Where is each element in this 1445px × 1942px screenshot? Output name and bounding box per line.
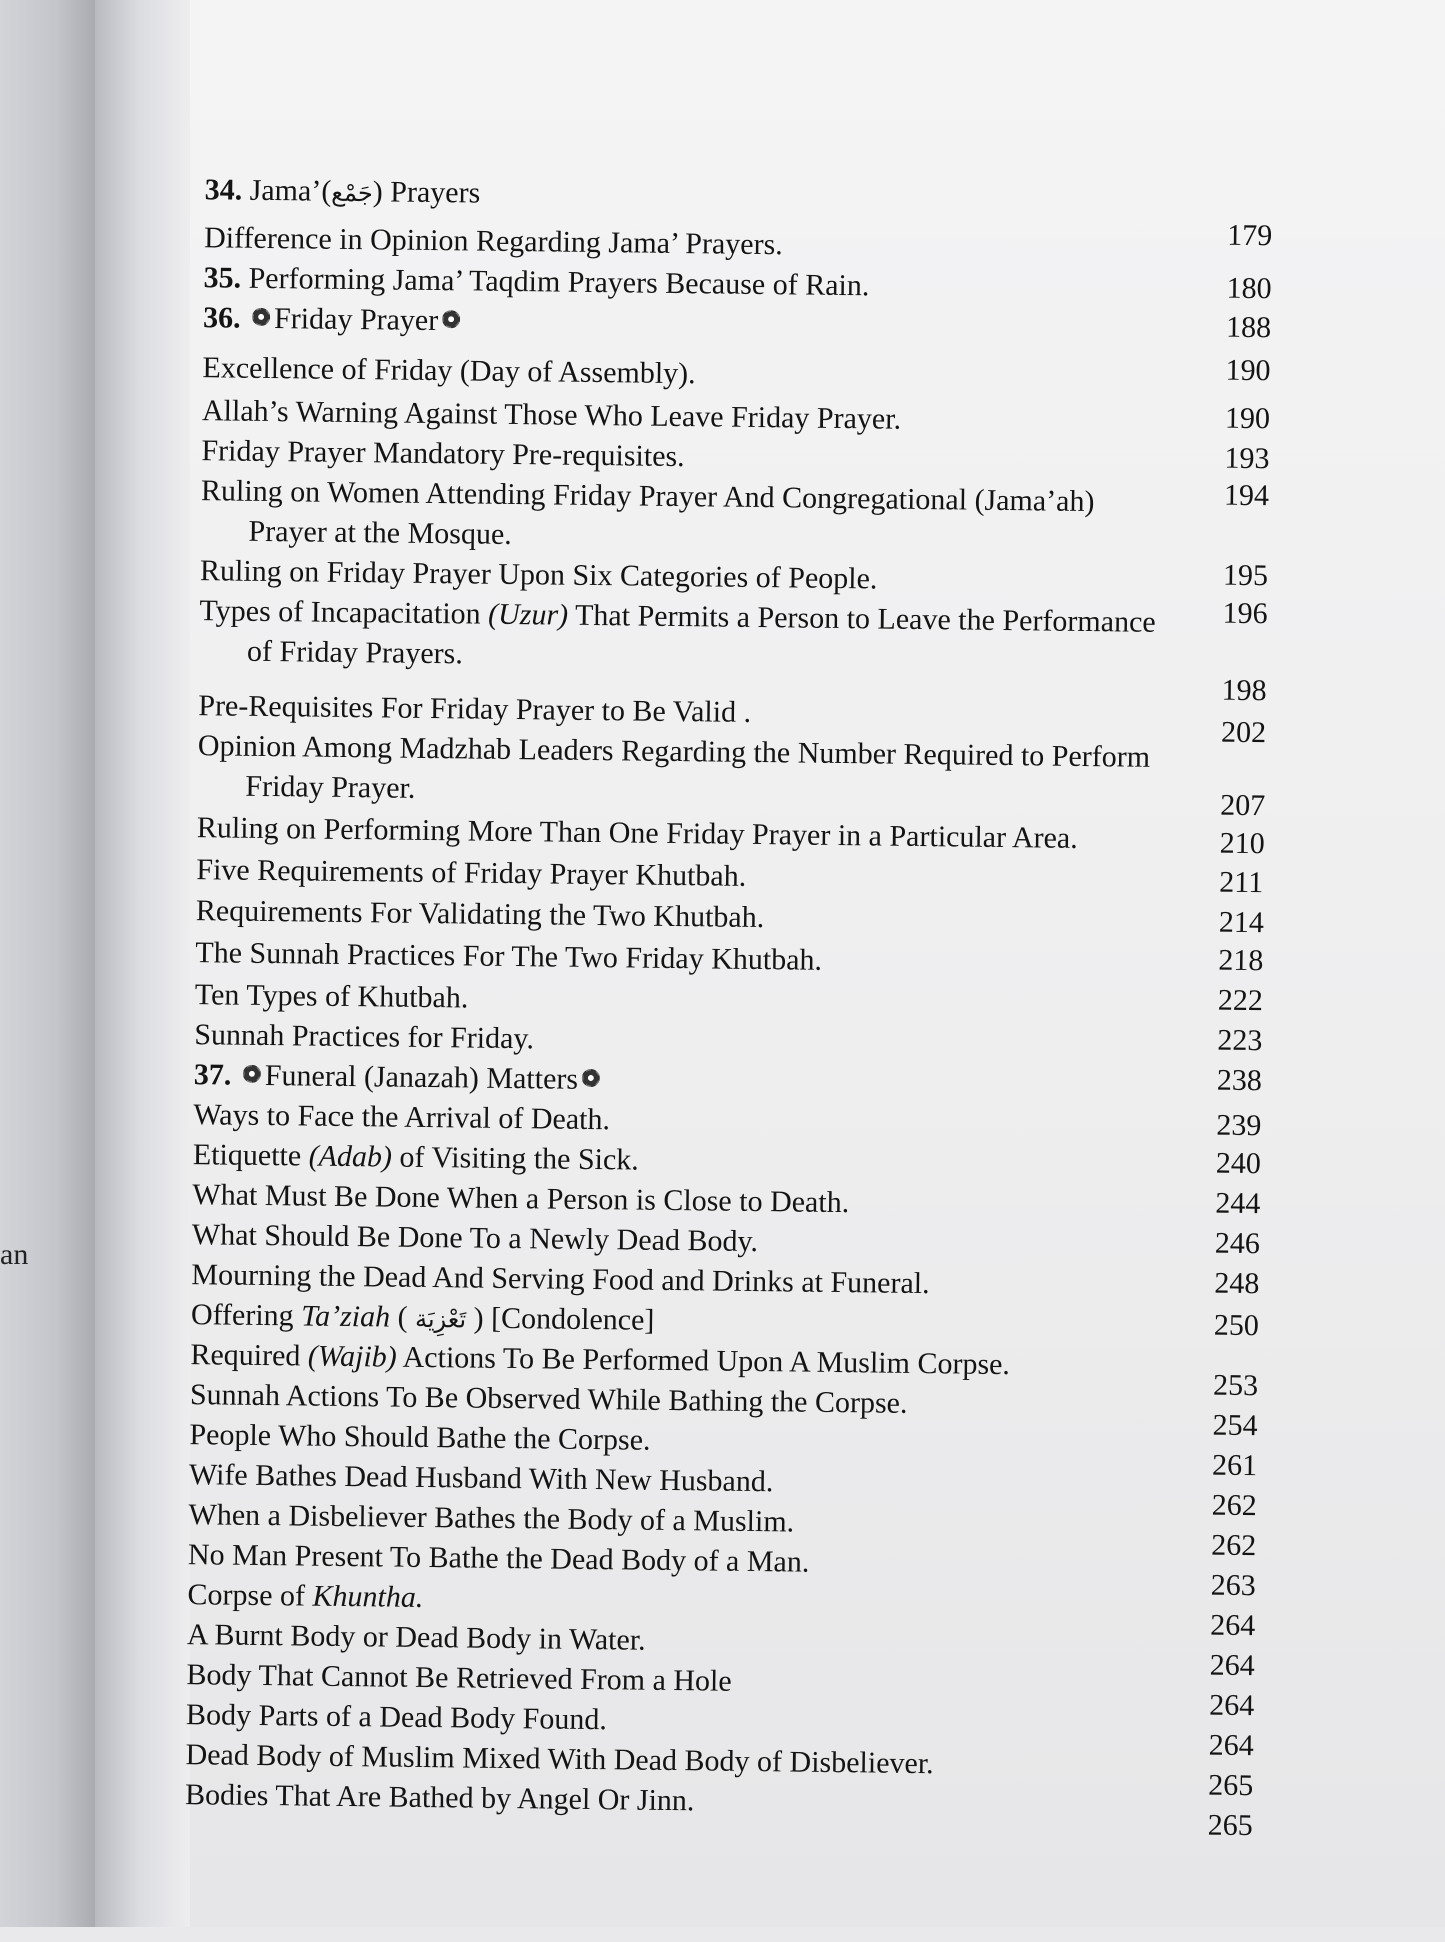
toc-page-number: 265	[1207, 1808, 1253, 1843]
toc-entry-title	[202, 350, 696, 392]
toc-title-text: Actions To Be Performed Upon A Muslim Corpse.	[396, 1340, 1011, 1382]
toc-title-text: Ruling on Friday Prayer Upon Six Categories of People.	[199, 554, 878, 596]
toc-entry-title	[195, 935, 822, 979]
toc-title-text: ) [Condolence]	[465, 1301, 655, 1337]
toc-entry-title	[201, 473, 1095, 520]
toc-page-number: 202	[1220, 715, 1267, 750]
toc-entry-title	[204, 172, 480, 212]
toc-page-number: 211	[1219, 865, 1264, 900]
toc-title-text: ) Prayers	[372, 175, 481, 210]
toc-entry-title	[196, 893, 765, 936]
left-page-edge	[0, 0, 95, 1927]
toc-entry-title	[188, 1537, 810, 1581]
toc-entry-title	[192, 1217, 759, 1260]
toc-title-text: Allah’s Warning Against Those Who Leave Friday Prayer.	[201, 394, 902, 436]
toc-page-number: 250	[1213, 1308, 1260, 1343]
toc-entry-title	[185, 1737, 934, 1782]
toc-page-number: 264	[1210, 1608, 1256, 1643]
toc-title-text: Ruling on Women Attending Friday Prayer And Congregational (Jama’ah)	[200, 474, 1095, 519]
toc-entry-title	[185, 1777, 695, 1819]
toc-title-text: Etiquette	[192, 1138, 309, 1173]
toc-title-text: What Must Be Done When a Person is Close to Death.	[192, 1178, 850, 1220]
toc-page-number: 193	[1224, 441, 1270, 476]
table-of-contents	[166, 0, 1444, 1942]
chapter-number: 36.	[202, 301, 241, 335]
toc-page-number: 223	[1217, 1023, 1263, 1058]
toc-page-number: 264	[1209, 1648, 1255, 1683]
toc-entry-title	[187, 1577, 423, 1616]
toc-title-text: (	[389, 1300, 416, 1334]
toc-page-number: 180	[1226, 271, 1272, 306]
toc-title-text: A Burnt Body or Dead Body in Water.	[186, 1618, 646, 1657]
toc-page-number: 188	[1225, 310, 1272, 345]
left-page-text-fragment: an	[0, 1238, 29, 1271]
toc-page-number: 240	[1215, 1146, 1262, 1181]
toc-entry-continuation: Friday Prayer.	[245, 769, 416, 805]
toc-title-text: No Man Present To Bathe the Dead Body of a Man.	[187, 1538, 810, 1579]
toc-title-text: Dead Body of Muslim Mixed With Dead Body of Disbeliever.	[185, 1738, 934, 1781]
toc-page-number: 246	[1214, 1226, 1261, 1261]
toc-entry-title	[188, 1497, 794, 1540]
toc-title-text: Five Requirements of Friday Prayer Khutbah.	[196, 853, 747, 893]
toc-title-text: Wife Bathes Dead Husband With New Husband.	[188, 1458, 774, 1499]
toc-entry-title	[204, 220, 783, 263]
toc-title-text: Performing Jama’ Taqdim Prayers Because of Rain.	[248, 261, 870, 303]
toc-entry-title	[191, 1297, 655, 1340]
toc-entry-title	[189, 1457, 774, 1500]
toc-entry-title	[195, 977, 469, 1016]
toc-page-number: 179	[1227, 218, 1273, 253]
toc-entry-title	[201, 433, 685, 475]
italic-term: Ta’ziah	[300, 1299, 391, 1334]
toc-title-text: Ten Types of Khutbah.	[194, 978, 469, 1015]
toc-entry-title	[186, 1697, 607, 1738]
toc-entry-title	[199, 593, 1156, 641]
toc-entry-title	[196, 852, 746, 895]
toc-title-text: Funeral (Janazah) Matters	[264, 1058, 579, 1096]
toc-entry-title	[190, 1377, 908, 1422]
toc-title-text: Types of Incapacitation	[199, 594, 489, 631]
toc-page-number: 214	[1218, 905, 1265, 940]
toc-title-text: People Who Should Bathe the Corpse.	[189, 1418, 651, 1457]
toc-entry-title	[192, 1177, 849, 1221]
toc-title-text: of Visiting the Sick.	[391, 1140, 639, 1177]
toc-title-text: Jama’(	[249, 173, 332, 208]
toc-entry-title	[198, 728, 1151, 776]
toc-entry-title	[203, 260, 869, 304]
toc-page-number: 190	[1224, 401, 1271, 436]
chapter-number: 34.	[204, 173, 243, 207]
arabic-term: تَعْزِيَة	[414, 1304, 467, 1334]
toc-title-text: Requirements For Validating the Two Khutbah.	[195, 894, 765, 935]
toc-entry-title	[200, 553, 878, 597]
flower-ornament-icon	[582, 1069, 600, 1087]
toc-title-text: Required	[190, 1338, 309, 1373]
toc-title-text: Sunnah Practices for Friday.	[194, 1018, 535, 1056]
toc-entry-title	[194, 1017, 534, 1057]
flower-ornament-icon	[252, 308, 270, 326]
toc-page-number: 263	[1210, 1568, 1256, 1603]
toc-title-text: Ways to Face the Arrival of Death.	[193, 1098, 611, 1137]
toc-title-text: Sunnah Actions To Be Observed While Bathing the Corpse.	[189, 1378, 908, 1420]
toc-page-number: 264	[1208, 1728, 1254, 1763]
toc-entry-continuation: Prayer at the Mosque.	[248, 514, 512, 551]
toc-entry-title	[194, 1057, 605, 1098]
toc-title-text: Body That Cannot Be Retrieved From a Hole	[186, 1658, 732, 1698]
toc-title-text: Body Parts of a Dead Body Found.	[185, 1698, 608, 1737]
toc-page-number: 262	[1211, 1488, 1257, 1523]
toc-entry-title	[191, 1257, 930, 1302]
italic-term: (Wajib)	[307, 1339, 397, 1374]
toc-page-number: 254	[1212, 1408, 1258, 1443]
toc-title-text: Bodies That Are Bathed by Angel Or Jinn.	[184, 1778, 695, 1818]
toc-entry-title	[190, 1337, 1010, 1383]
toc-page-number: 244	[1215, 1186, 1261, 1221]
toc-page-number: 262	[1210, 1528, 1257, 1563]
toc-page-number: 253	[1212, 1368, 1259, 1403]
toc-entry-continuation: of Friday Prayers.	[246, 634, 464, 671]
toc-page-number: 218	[1218, 943, 1264, 978]
toc-entry-title	[189, 1417, 650, 1459]
toc-entry-title	[186, 1657, 732, 1700]
toc-title-text: Difference in Opinion Regarding Jama’ Prayers.	[203, 221, 783, 262]
toc-page-number: 190	[1225, 353, 1271, 388]
toc-title-text: Opinion Among Madzhab Leaders Regarding the Number Required to Perform	[197, 729, 1151, 774]
toc-page-number: 222	[1217, 983, 1264, 1018]
toc-page-number: 198	[1221, 673, 1267, 708]
toc-page-number: 264	[1209, 1688, 1255, 1723]
chapter-number: 37.	[193, 1058, 232, 1092]
toc-page-number: 210	[1219, 826, 1265, 861]
toc-page-number: 239	[1216, 1108, 1262, 1143]
arabic-term: جَمْع	[331, 178, 373, 208]
flower-ornament-icon	[243, 1065, 261, 1083]
toc-page-number: 261	[1211, 1448, 1258, 1483]
toc-page-number: 238	[1216, 1063, 1263, 1098]
toc-entry-title	[198, 688, 751, 731]
toc-title-text: When a Disbeliever Bathes the Body of a Muslim.	[188, 1498, 795, 1539]
toc-entry-title	[187, 1617, 646, 1659]
toc-entry-title	[193, 1097, 610, 1138]
toc-title-text: That Permits a Person to Leave the Performance	[567, 598, 1156, 639]
toc-page-number: 248	[1214, 1266, 1260, 1301]
toc-page-number: 196	[1222, 596, 1268, 631]
toc-title-text: The Sunnah Practices For The Two Friday Khutbah.	[195, 936, 823, 977]
toc-entry-title	[202, 393, 902, 438]
toc-title-text: Pre-Requisites For Friday Prayer to Be Valid .	[198, 689, 752, 729]
chapter-number: 35.	[203, 261, 242, 295]
toc-title-text: Offering	[190, 1298, 302, 1333]
toc-title-text: Mourning the Dead And Serving Food and Drinks at Funeral.	[191, 1258, 930, 1301]
toc-page-number: 194	[1223, 478, 1270, 513]
toc-entry-title	[197, 810, 1078, 857]
toc-title-text: Corpse of	[187, 1578, 313, 1613]
toc-title-text: Friday Prayer	[273, 302, 439, 338]
toc-page	[184, 0, 1445, 1927]
italic-term: (Adab)	[308, 1139, 393, 1174]
toc-title-text: What Should Be Done To a Newly Dead Body.	[191, 1218, 759, 1259]
toc-title-text: Excellence of Friday (Day of Assembly).	[202, 351, 696, 391]
toc-title-text: Ruling on Performing More Than One Friday Prayer in a Particular Area.	[196, 811, 1078, 855]
italic-term: Khuntha.	[312, 1579, 424, 1614]
toc-page-number: 195	[1222, 558, 1269, 593]
toc-entry-title	[193, 1137, 639, 1178]
flower-ornament-icon	[442, 310, 460, 328]
toc-page-number: 207	[1220, 788, 1266, 823]
toc-entry-title	[203, 300, 465, 339]
italic-term: (Uzur)	[487, 597, 569, 632]
toc-page-number: 265	[1208, 1768, 1254, 1803]
toc-title-text: Friday Prayer Mandatory Pre-requisites.	[201, 434, 685, 474]
